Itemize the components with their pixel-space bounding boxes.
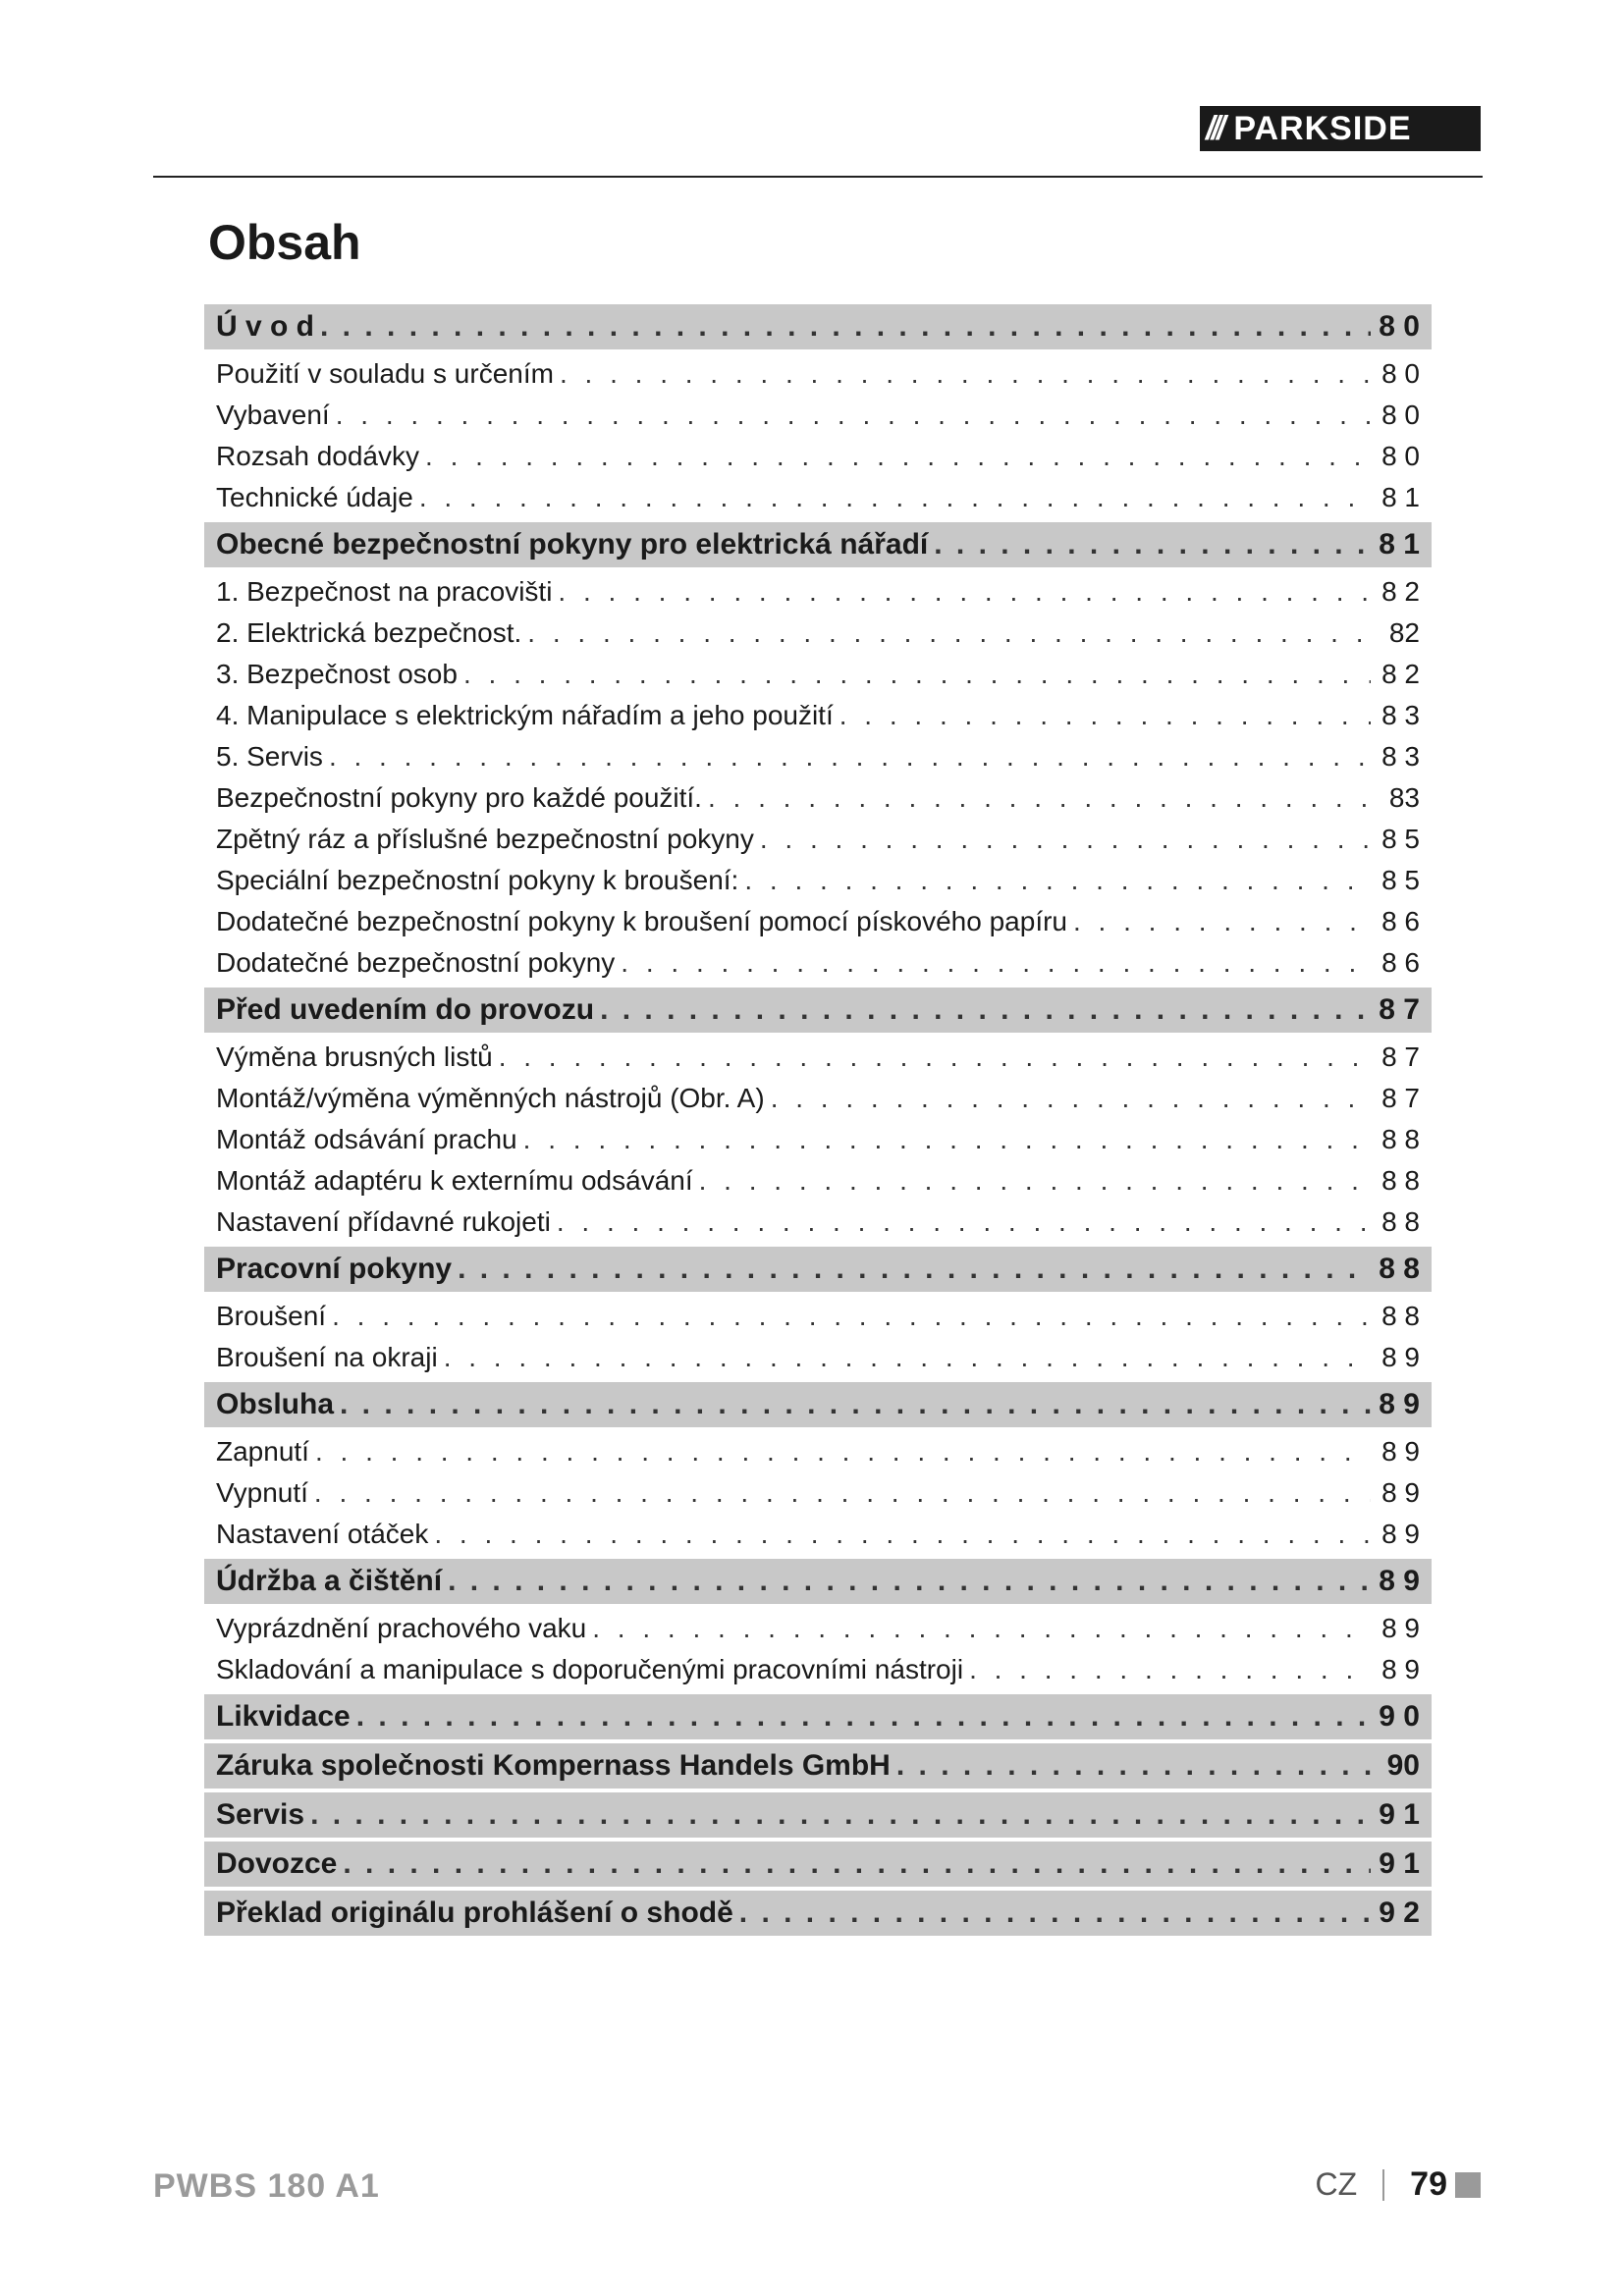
toc-label: Vypnutí	[216, 1477, 308, 1508]
toc-leader-dots	[969, 1654, 1371, 1685]
toc-page-number: 8 9	[1379, 1388, 1420, 1420]
toc-leader-dots	[310, 1798, 1371, 1832]
toc-page-number: 8 1	[1379, 528, 1420, 561]
toc-leader-dots	[499, 1041, 1371, 1073]
toc-leader-dots	[314, 1477, 1371, 1509]
toc-label: 4. Manipulace s elektrickým nářadím a jeho použití	[216, 700, 834, 730]
toc-leader-dots	[458, 1253, 1371, 1286]
toc-item-row	[204, 1119, 1432, 1160]
toc-leader-dots	[934, 528, 1371, 561]
toc-page-number: 90	[1386, 1749, 1420, 1782]
toc-leader-dots	[744, 865, 1371, 896]
toc-leader-dots	[760, 824, 1371, 855]
toc-page-number: 9 2	[1379, 1896, 1420, 1929]
header-rule	[153, 176, 1483, 178]
toc-leader-dots	[557, 1206, 1371, 1238]
toc-label: Likvidace	[216, 1700, 351, 1733]
toc-item-row	[204, 736, 1432, 777]
toc-label: Rozsah dodávky	[216, 441, 420, 471]
toc-label: Zapnutí	[216, 1436, 309, 1467]
toc-section-row	[204, 1694, 1432, 1739]
toc-label: Technické údaje	[216, 482, 413, 512]
toc-page-number: 9 1	[1379, 1847, 1420, 1880]
toc-item-row	[204, 1649, 1432, 1690]
toc-leader-dots	[896, 1749, 1371, 1783]
toc-leader-dots	[600, 993, 1371, 1027]
toc-page-number: 8 6	[1381, 906, 1420, 936]
toc-item-row	[204, 1472, 1432, 1514]
toc-page-number: 8 7	[1381, 1083, 1420, 1113]
toc-item-row	[204, 860, 1432, 901]
toc-page-number: 8 3	[1381, 741, 1420, 772]
toc-label: Před uvedením do provozu	[216, 993, 595, 1026]
footer-page-number: 79	[1410, 2165, 1447, 2203]
toc-label: 3. Bezpečnost osob	[216, 659, 458, 689]
toc-page-number: 8 9	[1381, 1342, 1420, 1372]
toc-item-row	[204, 819, 1432, 860]
toc-leader-dots	[356, 1700, 1371, 1734]
toc-leader-dots	[332, 1301, 1371, 1332]
toc-item-row	[204, 395, 1432, 436]
toc-item-row	[204, 436, 1432, 477]
toc-label: Použití v souladu s určením	[216, 358, 554, 389]
toc-page-number: 8 9	[1379, 1565, 1420, 1597]
toc-label: Montáž odsávání prachu	[216, 1124, 517, 1154]
toc-item-row	[204, 654, 1432, 695]
toc-page-number: 8 0	[1381, 400, 1420, 430]
toc-label: Obsluha	[216, 1388, 335, 1420]
toc-label: 2. Elektrická bezpečnost.	[216, 617, 522, 648]
toc-page-number: 8 8	[1381, 1165, 1420, 1196]
table-of-contents	[204, 300, 1432, 1940]
toc-label: 1. Bezpečnost na pracovišti	[216, 576, 553, 607]
toc-page-number: 8 9	[1381, 1519, 1420, 1549]
parkside-logo	[1200, 106, 1481, 151]
toc-leader-dots	[336, 400, 1371, 431]
toc-section-row	[204, 1559, 1432, 1604]
toc-page-number: 8 7	[1379, 993, 1420, 1026]
toc-page-number: 8 5	[1381, 824, 1420, 854]
footer-square-icon	[1455, 2172, 1481, 2198]
toc-page-number: 8 8	[1381, 1206, 1420, 1237]
toc-label: Údržba a čištění	[216, 1565, 443, 1597]
toc-label: Broušení	[216, 1301, 327, 1331]
toc-leader-dots	[448, 1565, 1371, 1598]
toc-page-number: 8 0	[1381, 358, 1420, 389]
toc-leader-dots	[621, 947, 1371, 979]
toc-label: Servis	[216, 1798, 305, 1831]
toc-leader-dots	[527, 617, 1371, 649]
toc-item-row	[204, 1608, 1432, 1649]
toc-label: Obecné bezpečnostní pokyny pro elektrická nářadí	[216, 528, 929, 561]
toc-leader-dots	[425, 441, 1371, 472]
toc-label: Speciální bezpečnostní pokyny k broušení:	[216, 865, 739, 895]
toc-leader-dots	[739, 1896, 1371, 1930]
toc-leader-dots	[340, 1388, 1371, 1421]
toc-leader-dots	[320, 310, 1371, 344]
toc-label: Ú v o d	[216, 310, 315, 343]
toc-page-number: 8 9	[1381, 1654, 1420, 1684]
toc-label: Vyprázdnění prachového vaku	[216, 1613, 587, 1643]
toc-page-number: 9 0	[1379, 1700, 1420, 1733]
toc-page-number: 8 5	[1381, 865, 1420, 895]
toc-page-number: 8 9	[1381, 1613, 1420, 1643]
toc-item-row	[204, 901, 1432, 942]
toc-item-row	[204, 1201, 1432, 1243]
toc-label: Nastavení přídavné rukojeti	[216, 1206, 551, 1237]
toc-label: Nastavení otáček	[216, 1519, 429, 1549]
logo-slashes: ///	[1206, 109, 1222, 147]
toc-item-row	[204, 777, 1432, 819]
toc-label: 5. Servis	[216, 741, 323, 772]
toc-item-row	[204, 1514, 1432, 1555]
toc-leader-dots	[419, 482, 1371, 513]
toc-page-number: 8 6	[1381, 947, 1420, 978]
toc-leader-dots	[315, 1436, 1371, 1468]
toc-item-row	[204, 942, 1432, 984]
toc-leader-dots	[329, 741, 1371, 773]
toc-leader-dots	[1073, 906, 1371, 937]
toc-label: Skladování a manipulace s doporučenými pracovními nástroji	[216, 1654, 964, 1684]
toc-item-row	[204, 695, 1432, 736]
toc-leader-dots	[444, 1342, 1371, 1373]
toc-item-row	[204, 353, 1432, 395]
toc-label: Překlad originálu prohlášení o shodě	[216, 1896, 733, 1929]
footer-language: CZ	[1315, 2166, 1358, 2202]
toc-label: Zpětný ráz a příslušné bezpečnostní pokyny	[216, 824, 754, 854]
toc-label: Montáž/výměna výměnných nástrojů (Obr. A)	[216, 1083, 765, 1113]
toc-leader-dots	[839, 700, 1371, 731]
toc-section-row	[204, 1743, 1432, 1789]
toc-page-number: 9 1	[1379, 1798, 1420, 1831]
toc-page-number: 8 8	[1381, 1124, 1420, 1154]
toc-item-row	[204, 1296, 1432, 1337]
toc-leader-dots	[523, 1124, 1371, 1155]
toc-section-row	[204, 988, 1432, 1033]
toc-item-row	[204, 1337, 1432, 1378]
toc-item-row	[204, 1037, 1432, 1078]
toc-page-number: 82	[1388, 617, 1420, 648]
toc-leader-dots	[558, 576, 1371, 608]
toc-label: Dovozce	[216, 1847, 338, 1880]
toc-page-number: 8 9	[1381, 1436, 1420, 1467]
toc-label: Výměna brusných listů	[216, 1041, 493, 1072]
footer-separator	[1382, 2169, 1384, 2201]
toc-label: Dodatečné bezpečnostní pokyny k broušení pomocí pískového papíru	[216, 906, 1067, 936]
toc-page-number: 8 0	[1381, 441, 1420, 471]
toc-page-number: 83	[1388, 782, 1420, 813]
toc-label: Dodatečné bezpečnostní pokyny	[216, 947, 616, 978]
toc-leader-dots	[434, 1519, 1371, 1550]
toc-section-row	[204, 1842, 1432, 1887]
toc-leader-dots	[463, 659, 1371, 690]
page-title: Obsah	[208, 215, 361, 270]
toc-page-number: 8 2	[1381, 659, 1420, 689]
toc-section-row	[204, 304, 1432, 349]
toc-page-number: 8 0	[1379, 310, 1420, 343]
toc-label: Broušení na okraji	[216, 1342, 438, 1372]
footer-model: PWBS 180 A1	[153, 2167, 380, 2205]
toc-leader-dots	[560, 358, 1371, 390]
toc-page-number: 8 9	[1381, 1477, 1420, 1508]
toc-page-number: 8 8	[1379, 1253, 1420, 1285]
toc-item-row	[204, 477, 1432, 518]
toc-leader-dots	[592, 1613, 1371, 1644]
toc-item-row	[204, 1160, 1432, 1201]
toc-leader-dots	[708, 782, 1371, 814]
toc-section-row	[204, 522, 1432, 567]
toc-item-row	[204, 571, 1432, 613]
toc-section-row	[204, 1247, 1432, 1292]
toc-page-number: 8 1	[1381, 482, 1420, 512]
toc-label: Montáž adaptéru k externímu odsávání	[216, 1165, 693, 1196]
toc-item-row	[204, 1078, 1432, 1119]
toc-page-number: 8 2	[1381, 576, 1420, 607]
toc-leader-dots	[771, 1083, 1371, 1114]
toc-page-number: 8 3	[1381, 700, 1420, 730]
toc-section-row	[204, 1382, 1432, 1427]
toc-leader-dots	[343, 1847, 1371, 1881]
toc-section-row	[204, 1792, 1432, 1838]
toc-section-row	[204, 1891, 1432, 1936]
toc-label: Záruka společnosti Kompernass Handels GmbH	[216, 1749, 891, 1782]
toc-label: Pracovní pokyny	[216, 1253, 453, 1285]
toc-page-number: 8 7	[1381, 1041, 1420, 1072]
logo-brand: PARKSIDE	[1233, 109, 1412, 147]
toc-leader-dots	[699, 1165, 1371, 1197]
toc-item-row	[204, 1431, 1432, 1472]
footer-right	[1316, 2165, 1481, 2204]
toc-label: Vybavení	[216, 400, 330, 430]
toc-item-row	[204, 613, 1432, 654]
toc-page-number: 8 8	[1381, 1301, 1420, 1331]
toc-label: Bezpečnostní pokyny pro každé použití.	[216, 782, 702, 813]
